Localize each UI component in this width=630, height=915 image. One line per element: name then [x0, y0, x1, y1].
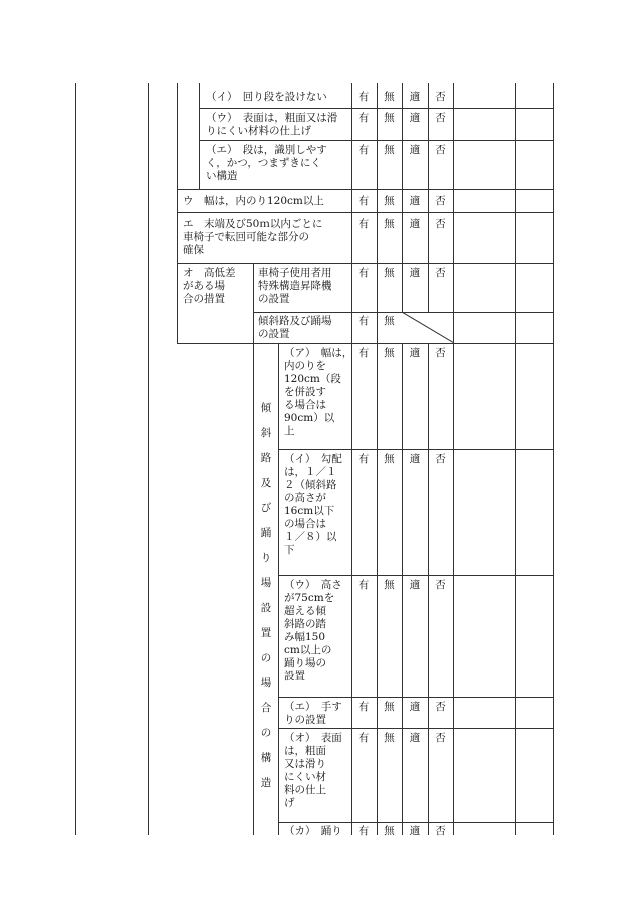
mark-yes: 有 [358, 112, 370, 124]
mark-ok: 適 [409, 453, 421, 465]
rule [177, 212, 554, 213]
mark-yes: 有 [358, 91, 370, 103]
mark-no: 無 [384, 112, 395, 124]
mark-ok: 適 [409, 195, 421, 207]
item-ka-odori: （カ） 踊り [284, 825, 342, 837]
item-i-kaiten: （イ） 回り段を設けない [206, 91, 327, 103]
vertical-label: 傾斜路及び踊り場設置の場合の構造 [260, 402, 272, 789]
rule [278, 343, 279, 835]
mark-yes: 有 [358, 267, 370, 279]
mark-ok: 適 [409, 347, 421, 359]
item-u-takasa: （ウ） 高さ が75cmを 超える傾 斜路の踏 み幅150 cm以上の 踊り場の 設置 [284, 579, 342, 682]
item-u-hyomen: （ウ） 表面は，粗面又は滑 りにくい材料の仕上げ [206, 112, 338, 137]
mark-ng: 否 [435, 91, 446, 103]
mark-ng: 否 [435, 579, 446, 591]
mark-ng: 否 [435, 144, 446, 156]
item-o-koteisa: オ 高低差 がある場 合の措置 [183, 267, 236, 305]
mark-ng: 否 [435, 218, 446, 230]
item-e-mattan: エ 末端及び50ｍ以内ごとに 車椅子で転回可能な部分の 確保 [183, 218, 323, 256]
mark-yes: 有 [358, 144, 370, 156]
item-o-hyomen: （オ） 表面 は，粗面 又は滑り にくい材 料の仕上 げ [284, 732, 342, 809]
mark-ok: 適 [409, 267, 421, 279]
mark-no: 無 [384, 701, 395, 713]
rule [278, 822, 554, 823]
rule [75, 83, 76, 835]
rule [199, 108, 554, 109]
mark-ok: 適 [409, 112, 421, 124]
mark-yes: 有 [358, 195, 370, 207]
mark-ok: 適 [409, 701, 421, 713]
item-e-tesuri: （エ） 手す りの設置 [284, 701, 342, 726]
mark-no: 無 [384, 315, 395, 327]
mark-no: 無 [384, 732, 395, 744]
mark-yes: 有 [358, 732, 370, 744]
mark-no: 無 [384, 218, 395, 230]
rule [278, 728, 554, 729]
rule [177, 83, 178, 343]
mark-ok: 適 [409, 144, 421, 156]
mark-ok: 適 [409, 579, 421, 591]
rule [253, 263, 254, 835]
rule [177, 343, 554, 344]
diagonal-strike [402, 312, 454, 344]
item-e-dan: （エ） 段は，識別しやす く，かつ，つまずきにく い構造 [206, 144, 327, 182]
item-keisharo-odoriba: 傾斜路及び踊場 の設置 [258, 315, 332, 340]
item-u-haba: ウ 幅は，内のり120cm以上 [183, 195, 324, 207]
rule [515, 83, 516, 835]
rule [278, 697, 554, 698]
item-kurumaisu-shokoki: 車椅子使用者用 特殊構造昇降機 の設置 [258, 267, 332, 305]
mark-no: 無 [384, 825, 395, 837]
mark-ng: 否 [435, 347, 446, 359]
rule [453, 83, 454, 835]
mark-ok: 適 [409, 825, 421, 837]
rule [177, 189, 554, 190]
mark-yes: 有 [358, 218, 370, 230]
mark-ok: 適 [409, 91, 421, 103]
mark-yes: 有 [358, 701, 370, 713]
rule [199, 140, 554, 141]
item-i-kobai: （イ） 勾配 は，１／１ ２（傾斜路 の高さが 16cm以下 の場合は １／８）以 下 [284, 453, 342, 556]
mark-yes: 有 [358, 347, 370, 359]
mark-ok: 適 [409, 218, 421, 230]
rule [278, 575, 554, 576]
mark-ng: 否 [435, 732, 446, 744]
rule [553, 83, 554, 835]
rule [177, 263, 554, 264]
mark-ok: 適 [409, 732, 421, 744]
mark-no: 無 [384, 91, 395, 103]
mark-ng: 否 [435, 701, 446, 713]
item-a-haba: （ア） 幅は， 内のりを 120cm（段 を併設す る場合は 90cm）以 上 [284, 347, 353, 437]
mark-ng: 否 [435, 825, 446, 837]
mark-ng: 否 [435, 112, 446, 124]
mark-no: 無 [384, 347, 395, 359]
mark-ng: 否 [435, 267, 446, 279]
rule [148, 83, 149, 835]
mark-no: 無 [384, 195, 395, 207]
mark-ng: 否 [435, 453, 446, 465]
mark-no: 無 [384, 267, 395, 279]
mark-yes: 有 [358, 825, 370, 837]
mark-ng: 否 [435, 195, 446, 207]
mark-no: 無 [384, 453, 395, 465]
rule [199, 83, 200, 189]
mark-no: 無 [384, 144, 395, 156]
mark-no: 無 [384, 579, 395, 591]
mark-yes: 有 [358, 315, 370, 327]
rule [278, 449, 554, 450]
mark-yes: 有 [358, 453, 370, 465]
mark-yes: 有 [358, 579, 370, 591]
